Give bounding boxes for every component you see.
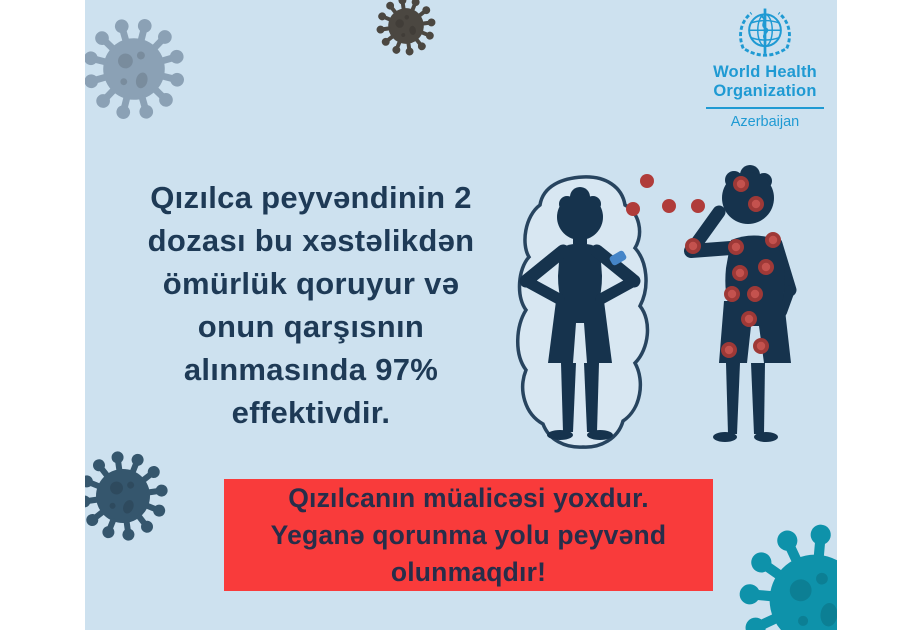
children-illustration bbox=[505, 150, 835, 450]
who-org-line1: World Health bbox=[713, 63, 817, 81]
virus-icon-bottom-left bbox=[85, 431, 188, 561]
banner-line: Yeganə qorunma yolu peyvənd bbox=[270, 519, 667, 550]
poster-background bbox=[85, 0, 837, 630]
virus-dots bbox=[626, 174, 705, 216]
virus-icon-bottom-right bbox=[724, 509, 837, 630]
warning-banner bbox=[224, 479, 713, 591]
banner-line: olunmaqdır! bbox=[390, 556, 547, 587]
infected-child-silhouette bbox=[691, 165, 791, 442]
headline-line: alınmasında 97% bbox=[183, 352, 439, 387]
who-region-label: Azerbaijan bbox=[730, 114, 800, 130]
headline-line: ömürlük qoruyur və bbox=[162, 266, 460, 301]
headline-line: Qızılca peyvəndinin 2 bbox=[150, 180, 472, 215]
headline-text bbox=[107, 176, 515, 434]
banner-line: Qızılcanın müalicəsi yoxdur. bbox=[288, 482, 649, 513]
headline-line: effektivdir. bbox=[231, 395, 391, 430]
who-emblem-icon bbox=[736, 5, 794, 61]
virus-icon-top-center bbox=[369, 0, 444, 63]
headline-line: dozası bu xəstəlikdən bbox=[147, 223, 475, 258]
virus-icon-top-left bbox=[85, 0, 203, 138]
headline-line: onun qarşısnın bbox=[197, 309, 425, 344]
who-logo bbox=[693, 5, 837, 130]
who-divider bbox=[706, 107, 824, 109]
who-org-line2: Organization bbox=[713, 81, 817, 100]
who-org-name bbox=[693, 63, 837, 100]
